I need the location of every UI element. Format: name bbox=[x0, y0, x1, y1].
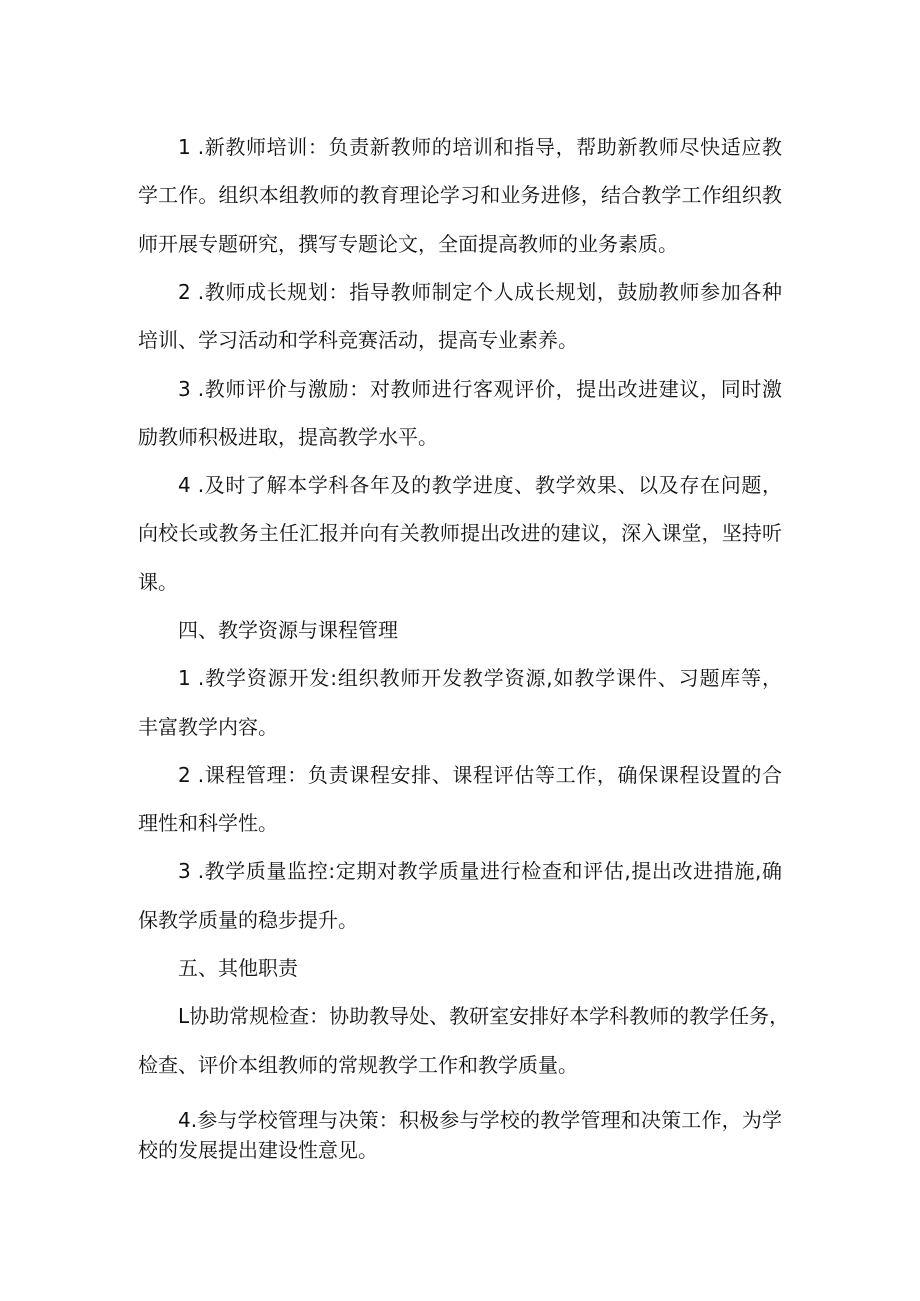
paragraph-line: 向校长或教务主任汇报并向有关教师提出改进的建议，深入课堂，坚持听 bbox=[138, 521, 782, 545]
paragraph-line: 4.参与学校管理与决策：积极参与学校的教学管理和决策工作，为学 bbox=[178, 1108, 782, 1132]
paragraph-line: 理性和科学性。 bbox=[138, 811, 278, 835]
paragraph-line: 保教学质量的稳步提升。 bbox=[138, 908, 358, 932]
paragraph-line: 校的发展提出建设性意见。 bbox=[138, 1138, 378, 1162]
paragraph-line: 1 .教学资源开发:组织教师开发教学资源,如教学课件、习题库等， bbox=[178, 666, 782, 690]
paragraph-line: 3 .教师评价与激励：对教师进行客观评价，提出改进建议，同时激 bbox=[178, 377, 782, 401]
paragraph-line: 励教师积极进取，提高教学水平。 bbox=[138, 425, 438, 449]
section-heading: 四、教学资源与课程管理 bbox=[178, 618, 398, 642]
paragraph-line: 培训、学习活动和学科竞赛活动，提高专业素养。 bbox=[138, 328, 578, 352]
paragraph-line: 课。 bbox=[138, 570, 178, 594]
paragraph-line: 师开展专题研究，撰写专题论文，全面提高教师的业务素质。 bbox=[138, 232, 678, 256]
paragraph-line: 检查、评价本组教师的常规教学工作和教学质量。 bbox=[138, 1053, 578, 1077]
paragraph-line: 4 .及时了解本学科各年及的教学进度、教学效果、以及存在问题， bbox=[178, 473, 782, 497]
paragraph-line: 学工作。组织本组教师的教育理论学习和业务进修，结合教学工作组织教 bbox=[138, 183, 782, 207]
paragraph-line: 3 .教学质量监控:定期对教学质量进行检查和评估,提出改进措施,确 bbox=[178, 859, 782, 883]
paragraph-line: 1 .新教师培训：负责新教师的培训和指导，帮助新教师尽快适应教 bbox=[178, 135, 782, 159]
paragraph-line: 2 .课程管理：负责课程安排、课程评估等工作，确保课程设置的合 bbox=[178, 763, 782, 787]
paragraph-line: 2 .教师成长规划：指导教师制定个人成长规划，鼓励教师参加各种 bbox=[178, 280, 782, 304]
section-heading: 五、其他职责 bbox=[178, 956, 298, 980]
paragraph-line: L协助常规检查：协助教导处、教研室安排好本学科教师的教学任务， bbox=[178, 1004, 790, 1028]
paragraph-line: 丰富教学内容。 bbox=[138, 715, 278, 739]
